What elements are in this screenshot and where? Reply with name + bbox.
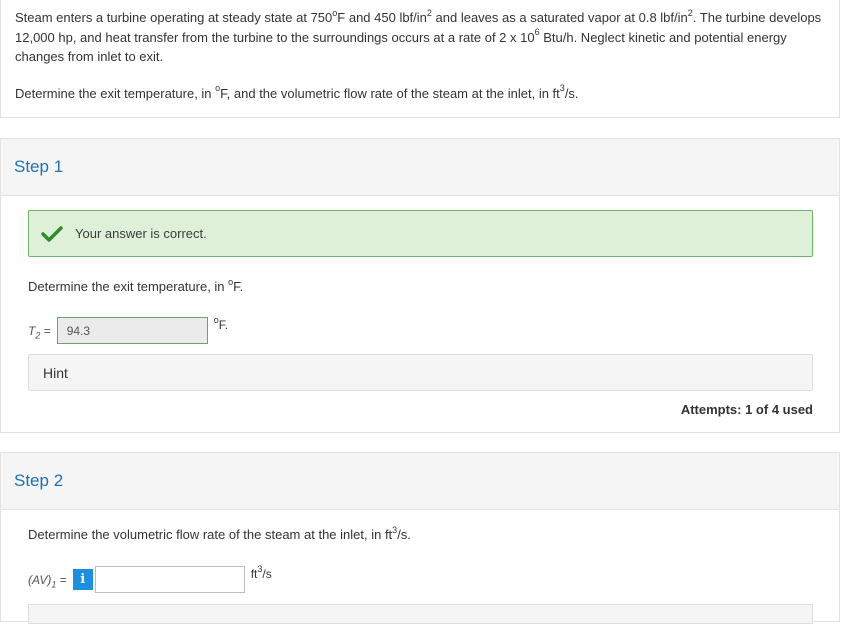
step-2-prompt-unit: /s.: [397, 527, 411, 542]
attempts-counter: Attempts: 1 of 4 used: [680, 402, 813, 417]
t2-eq: =: [40, 323, 51, 338]
step-2-prompt-cube: 3: [392, 524, 398, 535]
feedback-text: Your answer is correct.: [75, 226, 207, 241]
problem-statement: [15, 8, 825, 67]
t2-answer-field[interactable]: [57, 317, 208, 344]
step-1-title: Step 1: [14, 157, 64, 176]
av1-unit-ft: ft: [250, 567, 258, 581]
step-2-header[interactable]: [1, 453, 839, 510]
question-cube-sup: 3: [559, 83, 565, 94]
question-card: [0, 0, 840, 118]
step-2-hint-bar[interactable]: [28, 604, 813, 624]
t2-sub: 2: [35, 329, 41, 340]
degree-sup: o: [332, 7, 338, 18]
t2-unit: [213, 315, 229, 332]
problem-text-5: Btu/h. Neglect kinetic and potential energy changes from inlet to exit.: [15, 29, 787, 64]
av1-var: (AV): [28, 572, 52, 587]
feedback-correct: [28, 210, 813, 257]
hint-button[interactable]: [28, 354, 813, 391]
problem-text-3: and leaves as a saturated vapor at 0.8 lbf/in: [431, 10, 688, 25]
check-icon: [41, 226, 63, 242]
step-2-card: [0, 452, 840, 622]
question-degree-sup: o: [215, 83, 221, 94]
av1-unit: [250, 564, 272, 581]
problem-text-1: Steam enters a turbine operating at steady state at 750: [15, 10, 333, 25]
step-1-prompt-text: Determine the exit temperature, in: [28, 279, 229, 294]
step-2-prompt: [28, 524, 411, 542]
step-1-prompt-degree: o: [228, 276, 234, 287]
step-2-prompt-text: Determine the volumetric flow rate of the steam at the inlet, in ft: [28, 527, 393, 542]
step-2-answer-row: [28, 566, 272, 593]
step-1-prompt: [28, 276, 244, 294]
step-1-answer-row: [28, 317, 228, 344]
av1-label: [28, 573, 67, 587]
t2-unit-text: F.: [218, 318, 229, 332]
step-1-header[interactable]: [1, 139, 839, 196]
t2-var: T: [28, 323, 36, 338]
info-icon[interactable]: i: [73, 569, 93, 590]
squared-sup: 2: [426, 7, 432, 18]
t2-unit-degree: o: [213, 315, 219, 325]
exponent-sup: 6: [534, 27, 540, 38]
question-text-3: /s.: [564, 85, 579, 101]
av1-answer-input[interactable]: [95, 566, 245, 593]
question-text-1: Determine the exit temperature, in: [15, 85, 216, 101]
t2-answer-value: 94.3: [66, 323, 91, 338]
problem-text-2: F and 450 lbf/in: [337, 10, 427, 25]
step-1-prompt-unit: F.: [233, 279, 244, 294]
av1-eq: =: [56, 572, 67, 587]
question-text-2: F, and the volumetric flow rate of the steam at the inlet, in ft: [220, 85, 560, 101]
problem-question: [15, 84, 825, 103]
problem-text-4: . The turbine develops 12,000 hp, and heat transfer from the turbine to the surroundings occurs at a rate of 2 x 10: [15, 10, 822, 45]
av1-sub: 1: [51, 578, 57, 589]
squared-sup-2: 2: [687, 7, 693, 18]
av1-unit-cube: 3: [257, 564, 263, 574]
step-1-card: [0, 138, 840, 433]
step-2-title: Step 2: [14, 471, 64, 490]
hint-label: Hint: [43, 364, 68, 381]
t2-label: [28, 324, 51, 338]
av1-unit-per-s: /s: [262, 567, 272, 581]
